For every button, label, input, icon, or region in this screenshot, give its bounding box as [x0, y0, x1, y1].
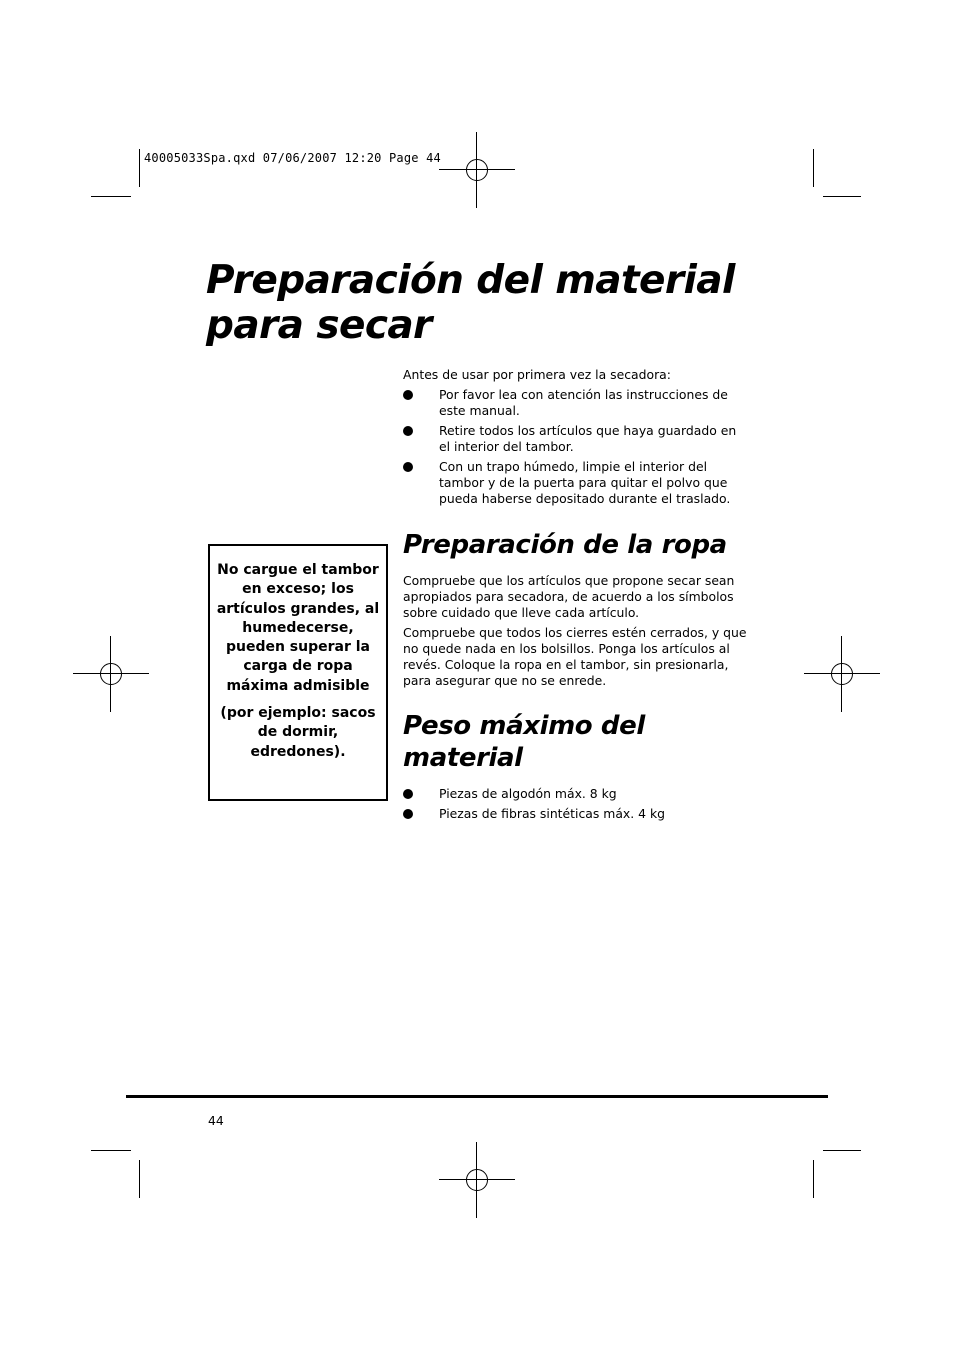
page-title-line: Preparación del material: [206, 258, 735, 303]
list-item: Con un trapo húmedo, limpie el interior del tambor y de la puerta para quitar el polvo que pueda haberse depositado durante el traslado.: [403, 459, 748, 507]
crop-mark: [813, 1160, 814, 1198]
warning-text: No cargue el tambor en exceso; los artículos grandes, al humedecerse, pueden superar la carga de ropa máxima admisible: [216, 562, 380, 694]
bullet-icon: [403, 462, 413, 472]
registration-mark-icon: [804, 636, 880, 712]
section-heading-peso: [403, 710, 645, 774]
crop-mark: [91, 1150, 131, 1151]
list-item: Piezas de algodón máx. 8 kg: [403, 786, 748, 802]
intro-list: [403, 387, 748, 507]
footer-rule: [126, 1095, 828, 1098]
section-heading-line: Peso máximo del: [403, 711, 645, 741]
list-item: Piezas de fibras sintéticas máx. 4 kg: [403, 806, 748, 822]
ropa-section-body: [403, 573, 748, 689]
page-number: 44: [208, 1113, 224, 1128]
section-heading-line: material: [403, 743, 523, 773]
paragraph: Compruebe que los artículos que propone secar sean apropiados para secadora, de acuerdo a los símbolos sobre cuidado que lleve cada artículo.: [403, 573, 735, 620]
registration-mark-icon: [73, 636, 149, 712]
section-heading-ropa: Preparación de la ropa: [403, 530, 727, 560]
crop-mark: [91, 196, 131, 197]
crop-mark: [139, 149, 140, 187]
crop-mark: [139, 1160, 140, 1198]
page-title-line: para secar: [206, 303, 432, 348]
warning-notice-box: [208, 544, 388, 801]
print-slug-line: 40005033Spa.qxd 07/06/2007 12:20 Page 44: [144, 151, 441, 165]
intro-lead: Antes de usar por primera vez la secadora:: [403, 367, 671, 382]
page-title: [206, 258, 735, 348]
list-item: Por favor lea con atención las instrucciones de este manual.: [403, 387, 748, 419]
intro-section: [403, 367, 748, 507]
registration-mark-icon: [439, 1142, 515, 1218]
peso-section-body: [403, 782, 748, 822]
bullet-icon: [403, 809, 413, 819]
list-item: Retire todos los artículos que haya guardado en el interior del tambor.: [403, 423, 748, 455]
bullet-icon: [403, 390, 413, 400]
crop-mark: [823, 196, 861, 197]
crop-mark: [813, 149, 814, 187]
paragraph: Compruebe que todos los cierres estén cerrados, y que no quede nada en los bolsillos. Ponga los artículos al revés. Coloque la ropa en el tambor, sin presionarla, para asegurar que no se enrede.: [403, 625, 747, 688]
registration-mark-icon: [439, 132, 515, 208]
warning-example: (por ejemplo: sacos de dormir, edredones).: [220, 705, 376, 760]
crop-mark: [823, 1150, 861, 1151]
peso-list: [403, 786, 748, 822]
bullet-icon: [403, 789, 413, 799]
bullet-icon: [403, 426, 413, 436]
